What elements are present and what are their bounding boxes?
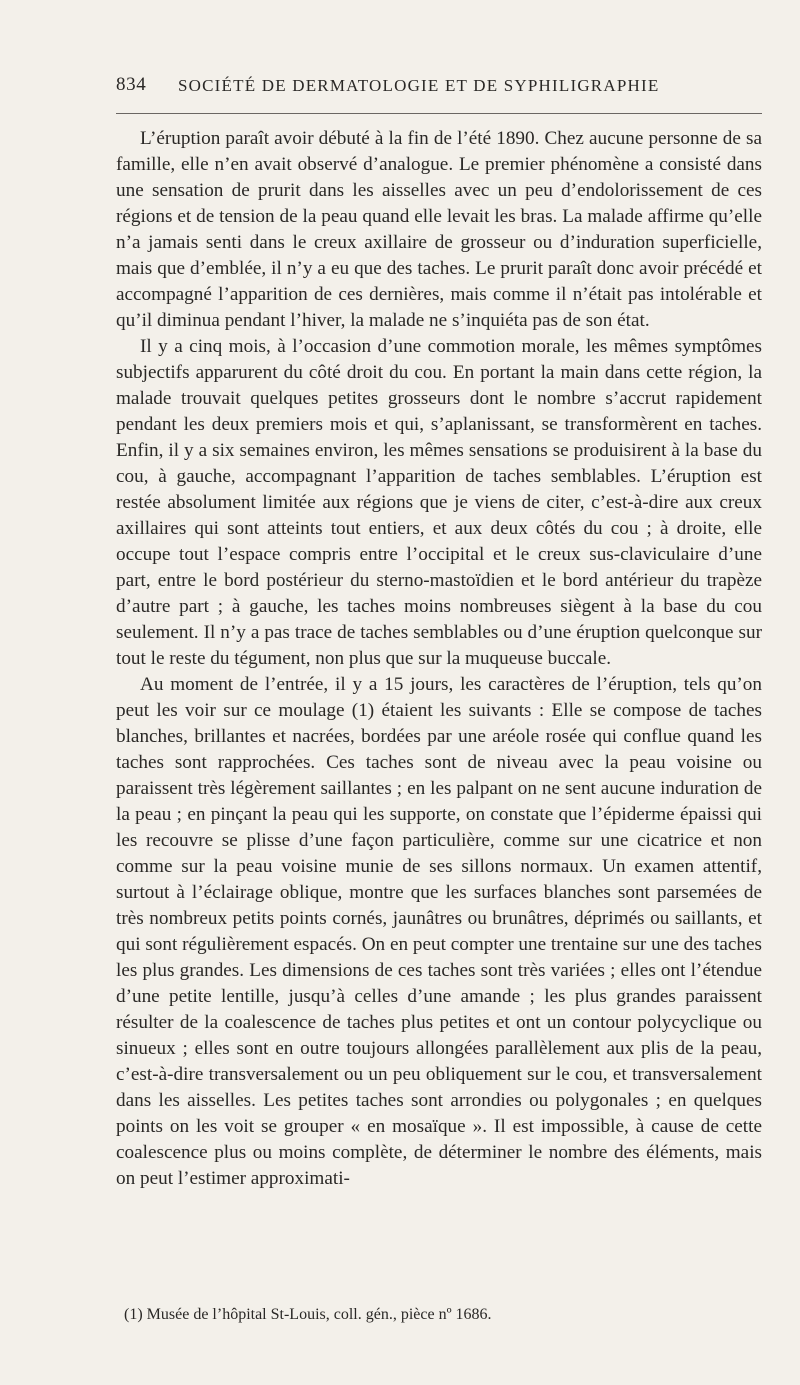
paragraph: L’éruption paraît avoir débuté à la fin de l’été 1890. Chez aucune personne de sa famille, elle n’en avait observé d’analogue. Le premier phénomène a consisté dans une sensation de prurit dans les aisselles avec un peu d’endolorissement de ces régions et de tension de la peau quand elle levait les bras. La malade affirme qu’elle n’a jamais senti dans le creux axillaire de grosseur ou d’induration superficielle, mais que d’emblée, il n’y a eu que des taches. Le prurit paraît donc avoir précédé et accompagné l’apparition de ces dernières, mais comme il n’était pas intolérable et qu’il diminua pendant l’hiver, la malade ne s’inquiéta pas de son état. (116, 128, 762, 331)
body-text (116, 126, 762, 1192)
page-number: 834 (116, 74, 147, 95)
footnote: (1) Musée de l’hôpital St-Louis, coll. gén., pièce nº 1686. (124, 1306, 492, 1323)
paragraph: Au moment de l’entrée, il y a 15 jours, les caractères de l’éruption, tels qu’on peut les voir sur ce moulage (1) étaient les suivants : Elle se compose de taches blanches, brillantes et nacrées, bordées par une aréole rosée qui conflue quand les taches sont rapprochées. Ces taches sont de niveau avec la peau voisine ou paraissent très légèrement saillantes ; en les palpant on ne sent aucune induration de la peau ; en pinçant la peau qui les supporte, on constate que l’épiderme épaissi qui les recouvre se plisse d’une façon particulière, comme sur une cicatrice et non comme sur la peau voisine munie de ses sillons normaux. Un examen attentif, surtout à l’éclairage oblique, montre que les surfaces blanches sont parsemées de très nombreux petits points cornés, jaunâtres ou brunâtres, déprimés ou saillants, et qui sont régulièrement espacés. On en peut compter une trentaine sur une des taches les plus grandes. Les dimensions de ces taches sont très variées ; elles ont l’étendue d’une petite lentille, jusqu’à celles d’une amande ; les plus grandes paraissent résulter de la coalescence de taches plus petites et ont un contour polycyclique ou sinueux ; elles sont en outre toujours allongées parallèlement aux plis de la peau, c’est-à-dire transversalement ou un peu obliquement sur le cou, et transversalement dans les aisselles. Les petites taches sont arrondies ou polygonales ; en quelques points on les voit se grouper « en mosaïque ». Il est impossible, à cause de cette coalescence plus ou moins complète, de déterminer le nombre des éléments, mais on peut l’estimer approximati- (116, 674, 762, 1189)
running-title: SOCIÉTÉ DE DERMATOLOGIE ET DE SYPHILIGRAPHIE (178, 76, 660, 95)
header-rule (116, 113, 762, 114)
paragraph: Il y a cinq mois, à l’occasion d’une commotion morale, les mêmes symptômes subjectifs apparurent du côté droit du cou. En portant la main dans cette région, la malade trouvait quelques petites grosseurs dont le nombre s’accrut rapidement pendant les deux premiers mois et qui, s’aplanissant, se transformèrent en taches. Enfin, il y a six semaines environ, les mêmes sensations se produisirent à la base du cou, à gauche, accompagnant l’apparition de taches semblables. L’éruption est restée absolument limitée aux régions que je viens de citer, c’est-à-dire aux creux axillaires qui sont atteints tout entiers, et aux deux côtés du cou ; à droite, elle occupe tout l’espace compris entre l’occipital et le creux sus-claviculaire d’une part, entre le bord postérieur du sterno-mastoïdien et le bord antérieur du trapèze d’autre part ; à gauche, les taches moins nombreuses siègent à la base du cou seulement. Il n’y a pas trace de taches semblables ou d’une éruption quelconque sur tout le reste du tégument, non plus que sur la muqueuse buccale. (116, 336, 762, 669)
page-header (116, 74, 762, 100)
